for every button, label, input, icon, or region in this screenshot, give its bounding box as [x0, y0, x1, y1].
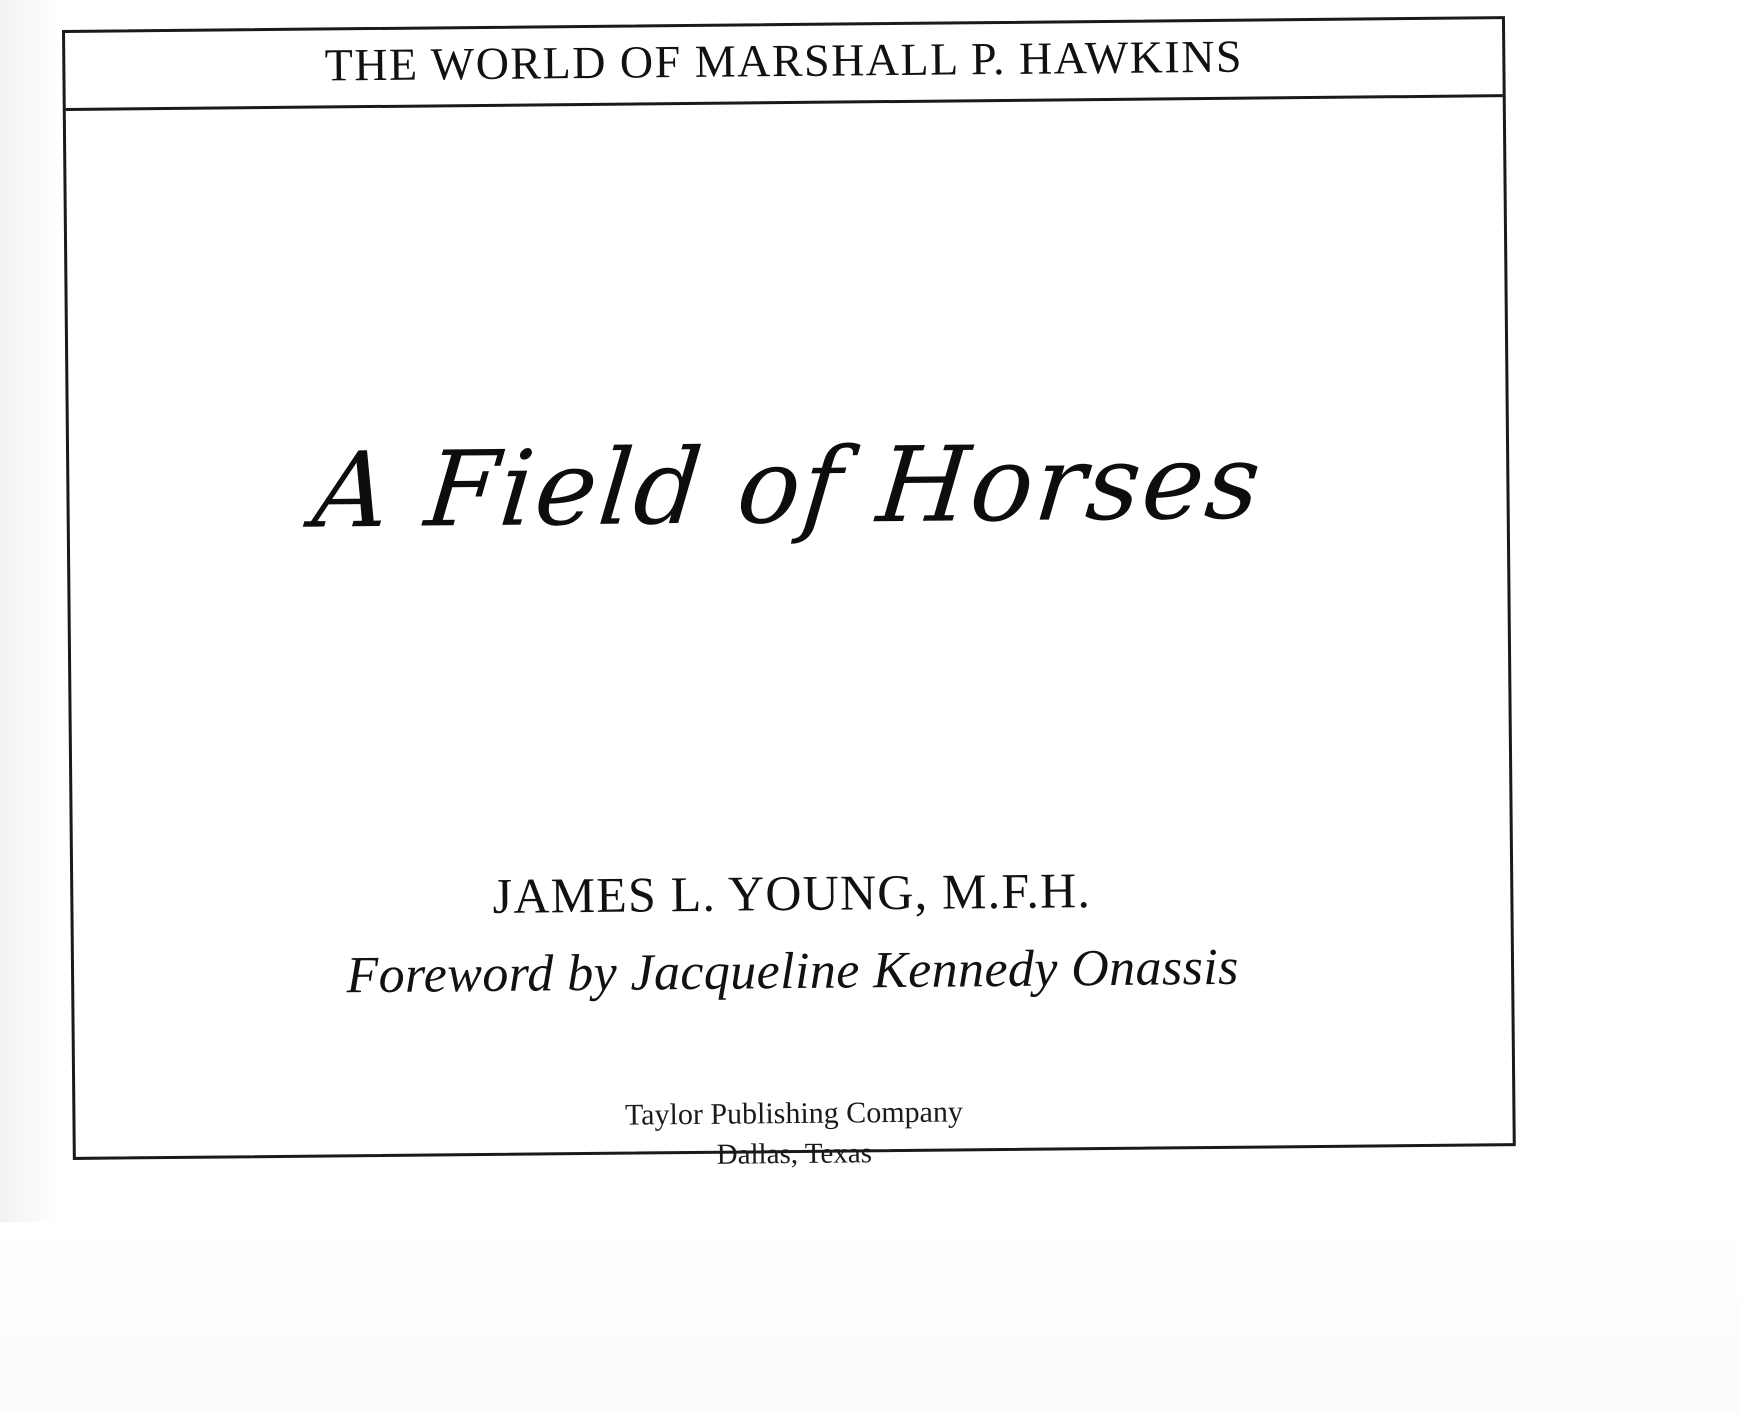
- series-title: THE WORLD OF MARSHALL P. HAWKINS: [324, 30, 1244, 90]
- header-band: [65, 19, 1503, 111]
- title-page-body: [66, 97, 1513, 1171]
- book-title: A Field of Horses: [308, 420, 1268, 552]
- foreword-credit: Foreword by Jacqueline Kennedy Onassis: [346, 938, 1239, 1005]
- author-name: JAMES L. YOUNG, M.F.H.: [492, 862, 1092, 924]
- page-edge-shadow-left: [0, 0, 58, 1412]
- publisher-city: Dallas, Texas: [716, 1136, 873, 1171]
- page-edge-shadow-bottom: [0, 1222, 1739, 1412]
- publisher-block: [75, 1087, 1513, 1180]
- publisher-name: Taylor Publishing Company: [624, 1095, 964, 1132]
- title-page-border: [62, 16, 1516, 1171]
